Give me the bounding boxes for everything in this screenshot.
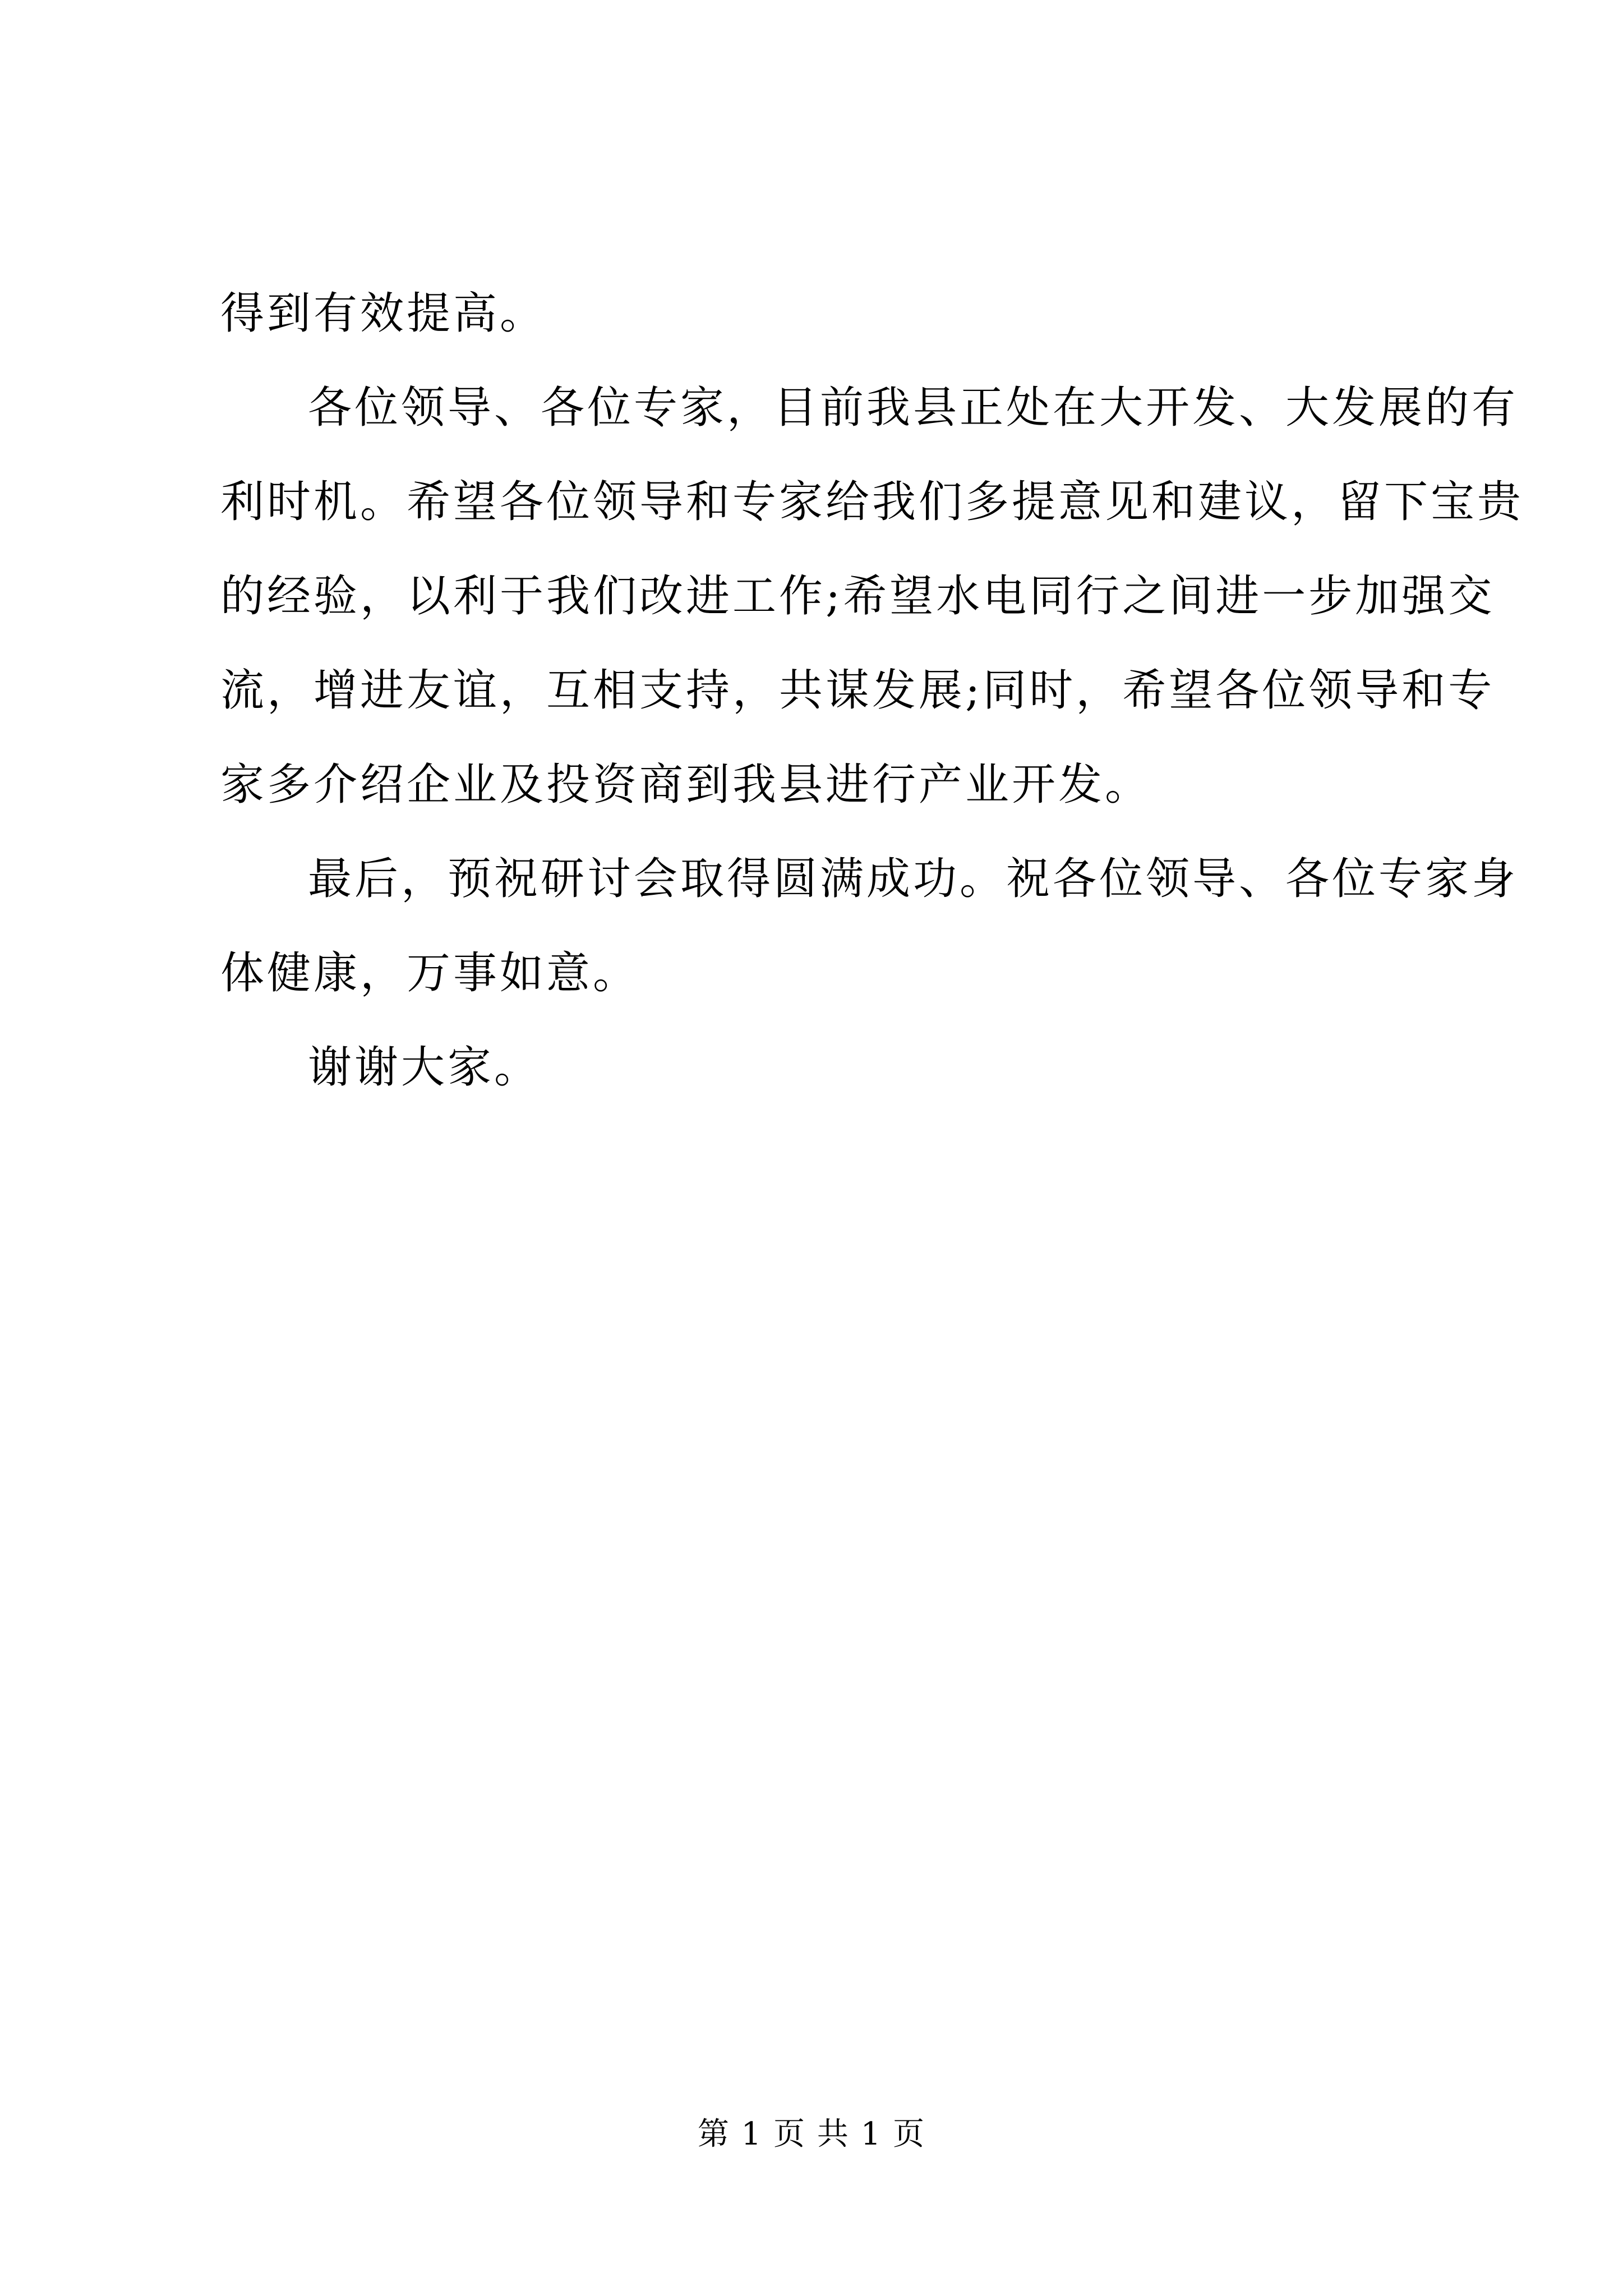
- paragraph-3-line-2: 体健康，万事如意。: [220, 948, 640, 999]
- document-body: [220, 266, 1524, 1115]
- paragraph-2-line-2: 利时机。希望各位领导和专家给我们多提意见和建议，留下宝贵: [220, 477, 1524, 527]
- page-footer: 第 1 页 共 1 页: [697, 2116, 926, 2152]
- paragraph-2-line-3: 的经验，以利于我们改进工作;希望水电同行之间进一步加强交: [220, 571, 1495, 622]
- paragraph-2-line-1: 各位领导、各位专家，目前我县正处在大开发、大发展的有: [308, 383, 1519, 433]
- paragraph-2-line-4: 流，增进友谊，互相支持，共谋发展;同时，希望各位领导和专: [220, 665, 1495, 716]
- paragraph-2-line-5: 家多介绍企业及投资商到我县进行产业开发。: [220, 760, 1152, 810]
- paragraph-continuation-line: 得到有效提高。: [220, 288, 547, 339]
- paragraph-3-line-1: 最后，预祝研讨会取得圆满成功。祝各位领导、各位专家身: [308, 854, 1519, 904]
- closing-line: 谢谢大家。: [308, 1042, 541, 1093]
